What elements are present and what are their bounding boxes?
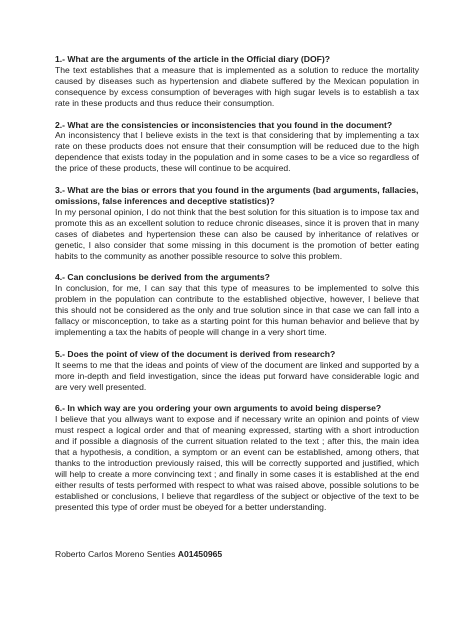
answer-5: It seems to me that the ideas and points of view of the document are linked and supported by a more in-depth and field investigation, since the ideas put forward have considerable logic and are very well presented. bbox=[55, 359, 419, 392]
question-3: 3.- What are the bias or errors that you found in the arguments (bad arguments, fallacies, omissions, false inferences and deceptive statistics)? bbox=[55, 185, 419, 206]
question-5: 5.- Does the point of view of the document is derived from research? bbox=[55, 348, 336, 359]
author-name: Roberto Carlos Moreno Senties bbox=[55, 549, 176, 559]
section-1 bbox=[55, 54, 419, 109]
author-id: A01450965 bbox=[177, 549, 223, 559]
section-6 bbox=[55, 403, 419, 512]
question-2: 2.- What are the consistencies or inconsistencies that you found in the document? bbox=[55, 119, 393, 130]
section-3 bbox=[55, 185, 419, 261]
answer-4: In conclusion, for me, I can say that this type of measures to be implemented to solve this problem in the population can contribute to the established objective, however, I believe that this should not be considered as the only and true solution since in that case we can fall into a fallacy or misconception, to take as a starting point for this human behavior and believe that by implementing a tax the habits of people will change in a very short time. bbox=[55, 283, 419, 337]
section-5 bbox=[55, 349, 419, 393]
section-4 bbox=[55, 272, 419, 337]
author-signature bbox=[55, 549, 222, 559]
question-6: 6.- In which way are you ordering your own arguments to avoid being disperse? bbox=[55, 403, 382, 414]
answer-3: In my personal opinion, I do not think that the best solution for this situation is to impose tax and promote this as an excellent solution to reduce chronic diseases, since it is proven that in many cases of diabetes and hypertension these can also be caused by inheritance of relatives or genetic, I also consider that some missing in this document is the promotion of better eating habits to the community as another possible resource to solve this problem. bbox=[55, 206, 419, 261]
section-2 bbox=[55, 120, 419, 175]
question-1: 1.- What are the arguments of the article in the Official diary (DOF)? bbox=[55, 54, 331, 64]
answer-2: An inconsistency that I believe exists in the text is that considering that by implementing a tax rate on these products does not ensure that their consumption will be reduced due to the high dependence that exists today in the population and in some cases to be a vice so regardless of the price of these products, these will continue to be acquired. bbox=[55, 130, 419, 174]
answer-6: I believe that you allways want to expose and if necessary write an opinion and points of view must respect a logical order and that of meaning expressed, starting with a short introduction and if possible a diagnosis of the current situation related to the text ; after this, the main idea that a hypothesis, a condition, a symptom or an event can be established, among others, that thanks to the introduction previously raised, this will be correctly supported and justified, which will help to create a more convincing text ; and finally in some cases it is established at the end either results of tests performed with respect to what was raised above, possible solutions to be established or conclusions, I believe that regardless of the subject or objective of the text to be presented this type of order must be obeyed for a better understanding. bbox=[55, 414, 419, 512]
question-4: 4.- Can conclusions be derived from the arguments? bbox=[55, 272, 270, 283]
answer-1: The text establishes that a measure that is implemented as a solution to reduce the mortality caused by diseases such as hypertension and diabete suffered by the Mexican population in consequence by excess consumption of beverages with high sugar levels is to establish a tax rate in these products and thus reduce their consumption. bbox=[55, 64, 419, 108]
